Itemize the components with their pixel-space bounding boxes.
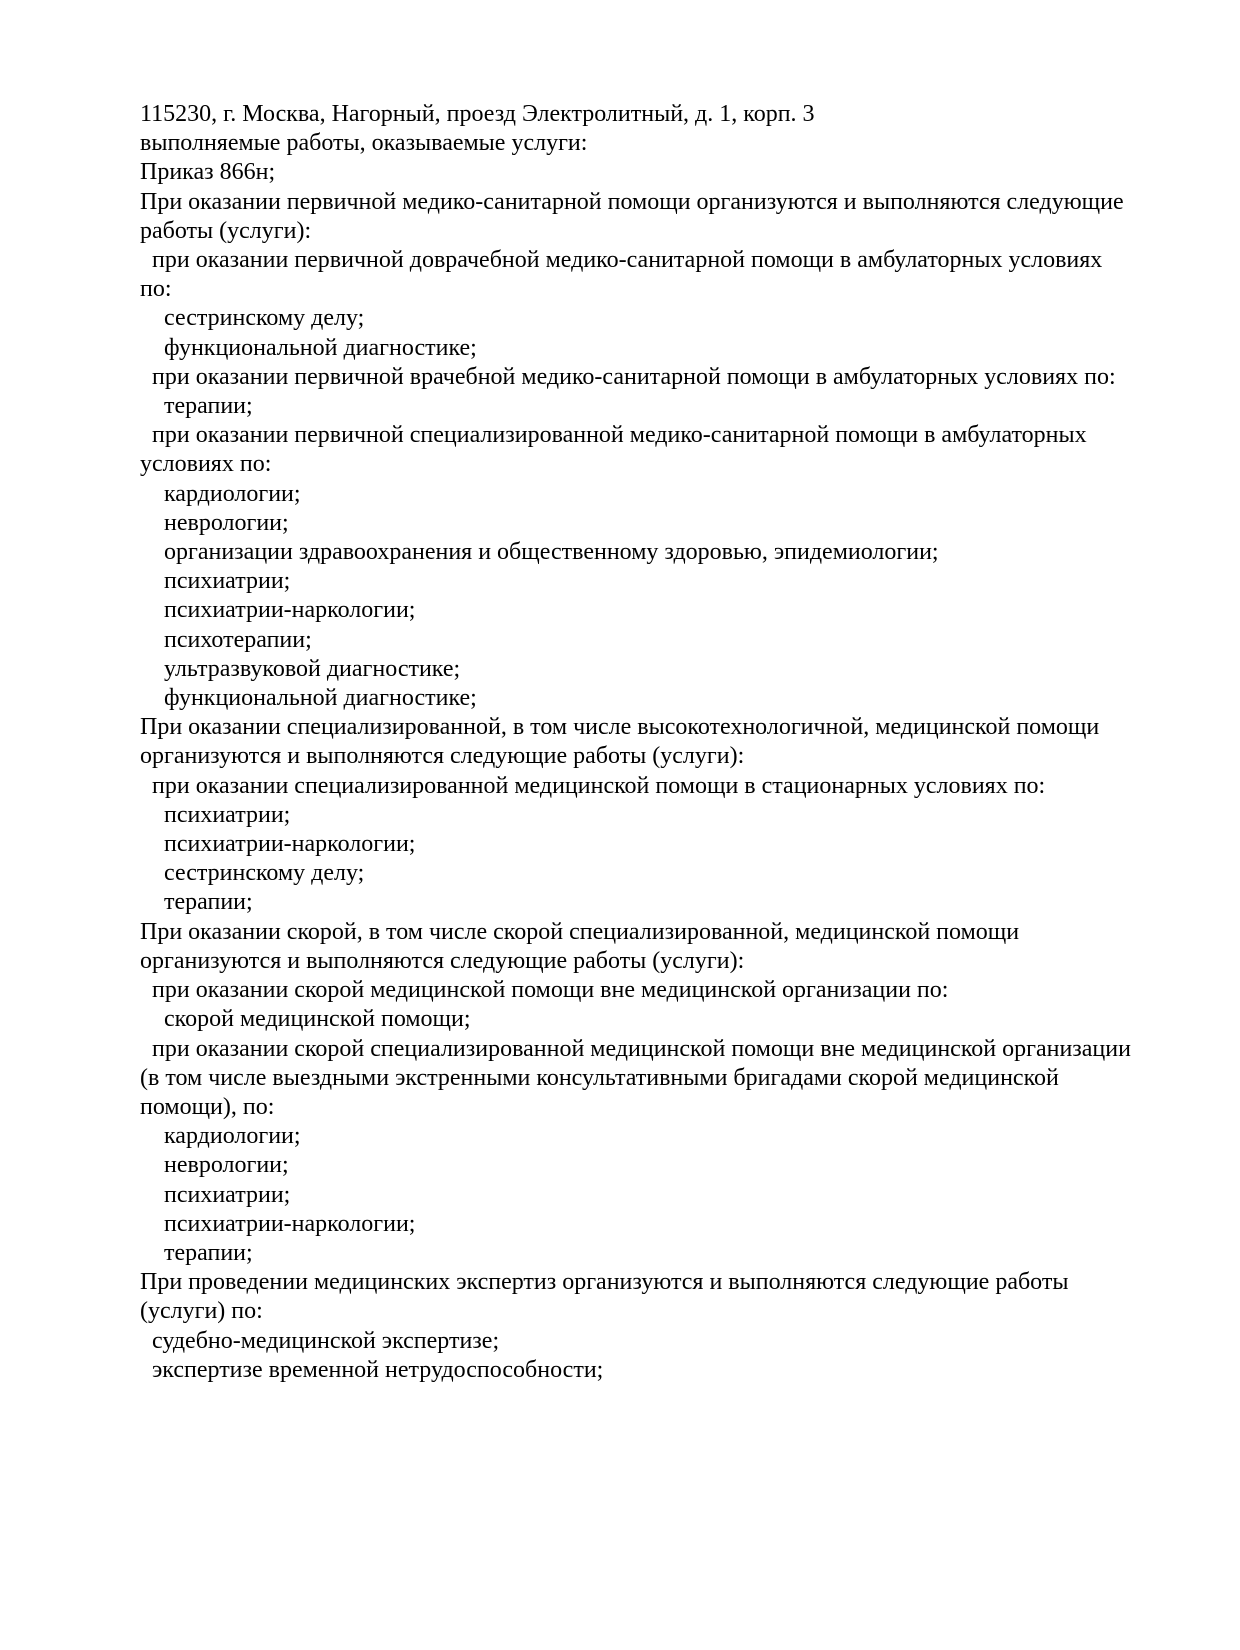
document-body	[140, 100, 1180, 1385]
text-line: При оказании первичной медико-санитарной помощи организуются и выполняются следующие	[140, 188, 1124, 215]
text-line: При оказании специализированной, в том числе высокотехнологичной, медицинской помощи	[140, 714, 1100, 741]
text-line: функциональной диагностике;	[164, 685, 477, 712]
text-line: психиатрии;	[164, 801, 291, 828]
text-line: при оказании скорой специализированной медицинской помощи вне медицинской организации	[152, 1035, 1131, 1062]
text-line: терапии;	[164, 1239, 253, 1266]
text-line: по:	[140, 276, 172, 303]
text-line: при оказании скорой медицинской помощи вне медицинской организации по:	[152, 977, 949, 1004]
text-line: при оказании первичной специализированной медико-санитарной помощи в амбулаторных	[152, 422, 1087, 449]
text-line: (в том числе выездными экстренными консультативными бригадами скорой медицинской	[140, 1064, 1059, 1091]
text-line: при оказании первичной врачебной медико-санитарной помощи в амбулаторных условиях по:	[152, 363, 1116, 390]
text-line: терапии;	[164, 393, 253, 420]
text-line: при оказании специализированной медицинской помощи в стационарных условиях по:	[152, 772, 1046, 799]
text-line: При проведении медицинских экспертиз организуются и выполняются следующие работы	[140, 1269, 1069, 1296]
text-line: психотерапии;	[164, 626, 312, 653]
text-line: организации здравоохранения и общественному здоровью, эпидемиологии;	[164, 539, 939, 566]
text-line: выполняемые работы, оказываемые услуги:	[140, 130, 588, 157]
text-line: психиатрии;	[164, 1181, 291, 1208]
text-line: психиатрии-наркологии;	[164, 597, 416, 624]
text-line: Приказ 866н;	[140, 159, 276, 186]
text-line: организуются и выполняются следующие работы (услуги):	[140, 743, 745, 770]
text-line: неврологии;	[164, 509, 289, 536]
text-line: кардиологии;	[164, 480, 301, 507]
text-line: сестринскому делу;	[164, 860, 365, 887]
text-line: 115230, г. Москва, Нагорный, проезд Электролитный, д. 1, корп. 3	[140, 101, 815, 127]
text-line: организуются и выполняются следующие работы (услуги):	[140, 947, 745, 974]
text-line: (услуги) по:	[140, 1298, 263, 1325]
text-line: сестринскому делу;	[164, 305, 365, 332]
text-line: психиатрии-наркологии;	[164, 831, 416, 858]
text-line: неврологии;	[164, 1152, 289, 1179]
text-line: ультразвуковой диагностике;	[164, 655, 461, 682]
text-line: психиатрии-наркологии;	[164, 1210, 416, 1237]
text-line: помощи), по:	[140, 1093, 275, 1120]
text-line: при оказании первичной доврачебной медико-санитарной помощи в амбулаторных условиях	[152, 247, 1103, 274]
text-line: скорой медицинской помощи;	[164, 1006, 471, 1033]
text-line: экспертизе временной нетрудоспособности;	[152, 1356, 604, 1383]
text-line: функциональной диагностике;	[164, 334, 477, 361]
text-line: кардиологии;	[164, 1123, 301, 1150]
text-line: терапии;	[164, 889, 253, 916]
text-line: условиях по:	[140, 451, 272, 478]
text-line: судебно-медицинской экспертизе;	[152, 1327, 500, 1354]
text-line: психиатрии;	[164, 568, 291, 595]
text-line: работы (услуги):	[140, 217, 312, 244]
text-line: При оказании скорой, в том числе скорой специализированной, медицинской помощи	[140, 918, 1020, 945]
